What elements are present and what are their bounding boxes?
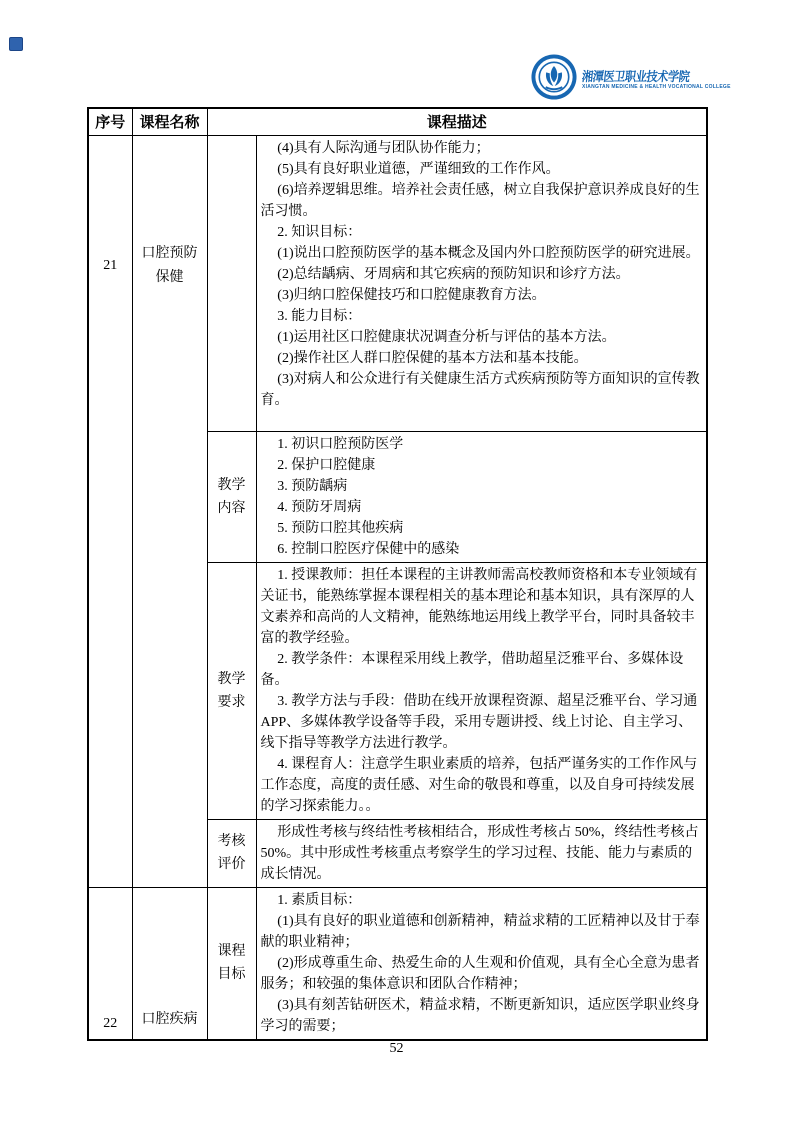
paragraph: 4. 课程育人：注意学生职业素质的培养，包括严谨务实的工作作风与工作态度，高度的责任感、对生命的敬畏和尊重，以及自身可持续发展的学习探索能力。。 [260,756,698,814]
section-label-line: 内容 [217,500,246,516]
paragraph: (3)对病人和公众进行有关健康生活方式疾病预防等方面知识的宣传教育。 [260,371,700,408]
paragraph: (6)培养逻辑思维。培养社会责任感，树立自我保护意识养成良好的生活习惯。 [260,182,700,219]
course-name-line: 保健 [155,269,184,285]
section-label-line: 要求 [217,694,246,710]
paragraph: 6. 控制口腔医疗保健中的感染 [277,541,460,557]
section-label-line: 课程 [217,944,246,959]
section-label [207,431,256,562]
paragraph: (4)具有人际沟通与团队协作能力； [277,140,490,156]
paragraph: (3)具有刻苦钻研医术，精益求精，不断更新知识，适应医学职业终身学习的需要； [260,997,700,1034]
course-name [132,135,207,887]
paragraph: 3. 能力目标： [277,308,362,324]
course-name-line: 口腔预防 [141,245,198,261]
college-name-zh: 湘潭医卫职业技术学院 [581,68,691,84]
header-seq: 序号 [88,108,132,135]
paragraph: 1. 素质目标： [277,892,362,908]
course-seq: 22 [88,887,132,1040]
course-name [132,887,207,1040]
section-label-line: 教学 [217,671,246,687]
paragraph: (1)运用社区口腔健康状况调查分析与评估的基本方法。 [277,329,616,345]
course-description-table [87,107,708,1041]
page-number: 52 [389,1041,404,1056]
section-label-line: 教学 [217,477,246,493]
paragraph: (3)归纳口腔保健技巧和口腔健康教育方法。 [277,287,546,303]
paragraph: (2)总结龋病、牙周病和其它疾病的预防知识和诊疗方法。 [277,266,630,282]
paragraph: (1)具有良好的职业道德和创新精神，精益求精的工匠精神以及甘于奉献的职业精神； [260,913,700,950]
section-label-line: 目标 [217,967,246,982]
paragraph: 形成性考核与终结性考核相结合，形成性考核占 50%，终结性考核占 50%。其中形成性考核重点考察学生的学习过程、技能、能力与素质的成长情况。 [260,824,699,882]
section-label [207,887,256,1040]
section-content [256,887,707,1040]
section-label-line: 评价 [217,857,246,872]
table-header-row [88,108,707,135]
header-course-description: 课程描述 [207,108,707,135]
page-corner-marker [9,37,23,51]
course-seq: 21 [88,135,132,887]
section-content [256,135,707,431]
paragraph: 2. 保护口腔健康 [277,457,376,473]
paragraph: (5)具有良好职业道德，严谨细致的工作作风。 [277,161,560,177]
paragraph: 1. 授课教师：担任本课程的主讲教师需高校教师资格和本专业领域有关证书，能熟练掌握本课程相关的基本理论和基本知识，具有深厚的人文素养和高尚的人文精神，能熟练地运用线上教学平台，同时具备较丰富的教学经验。 [260,567,698,646]
header-course-name: 课程名称 [132,108,207,135]
paragraph: (2)操作社区人群口腔保健的基本方法和基本技能。 [277,350,588,366]
course-name-line: 口腔疾病 [141,1011,198,1027]
paragraph: (2)形成尊重生命、热爱生命的人生观和价值观，具有全心全意为患者服务；和较强的集体意识和团队合作精神； [260,955,700,992]
section-content [256,562,707,819]
paragraph: 2. 教学条件：本课程采用线上教学，借助超星泛雅平台、多媒体设备。 [260,651,684,688]
paragraph: 1. 初识口腔预防医学 [277,436,404,452]
section-content [256,819,707,887]
paragraph: 3. 教学方法与手段：借助在线开放课程资源、超星泛雅平台、学习通 APP、多媒体教学设备等手段，采用专题讲授、线上讨论、自主学习、线下指导等教学方法进行教学。 [260,693,698,751]
section-label [207,562,256,819]
section-content [256,431,707,562]
table-row [88,887,707,1040]
college-logo [531,54,731,105]
section-label-line: 考核 [217,834,246,849]
paragraph: 2. 知识目标： [277,224,362,240]
college-name-en: XIANGTAN MEDICINE & HEALTH VOCATIONAL COLLEGE [582,83,731,90]
paragraph: 5. 预防口腔其他疾病 [277,520,404,536]
section-label [207,135,256,431]
section-label [207,819,256,887]
college-emblem-icon [531,54,577,105]
paragraph: 4. 预防牙周病 [277,499,362,515]
paragraph: 3. 预防龋病 [277,478,348,494]
table-row [88,135,707,431]
paragraph: (1)说出口腔预防医学的基本概念及国内外口腔预防医学的研究进展。 [277,245,700,261]
